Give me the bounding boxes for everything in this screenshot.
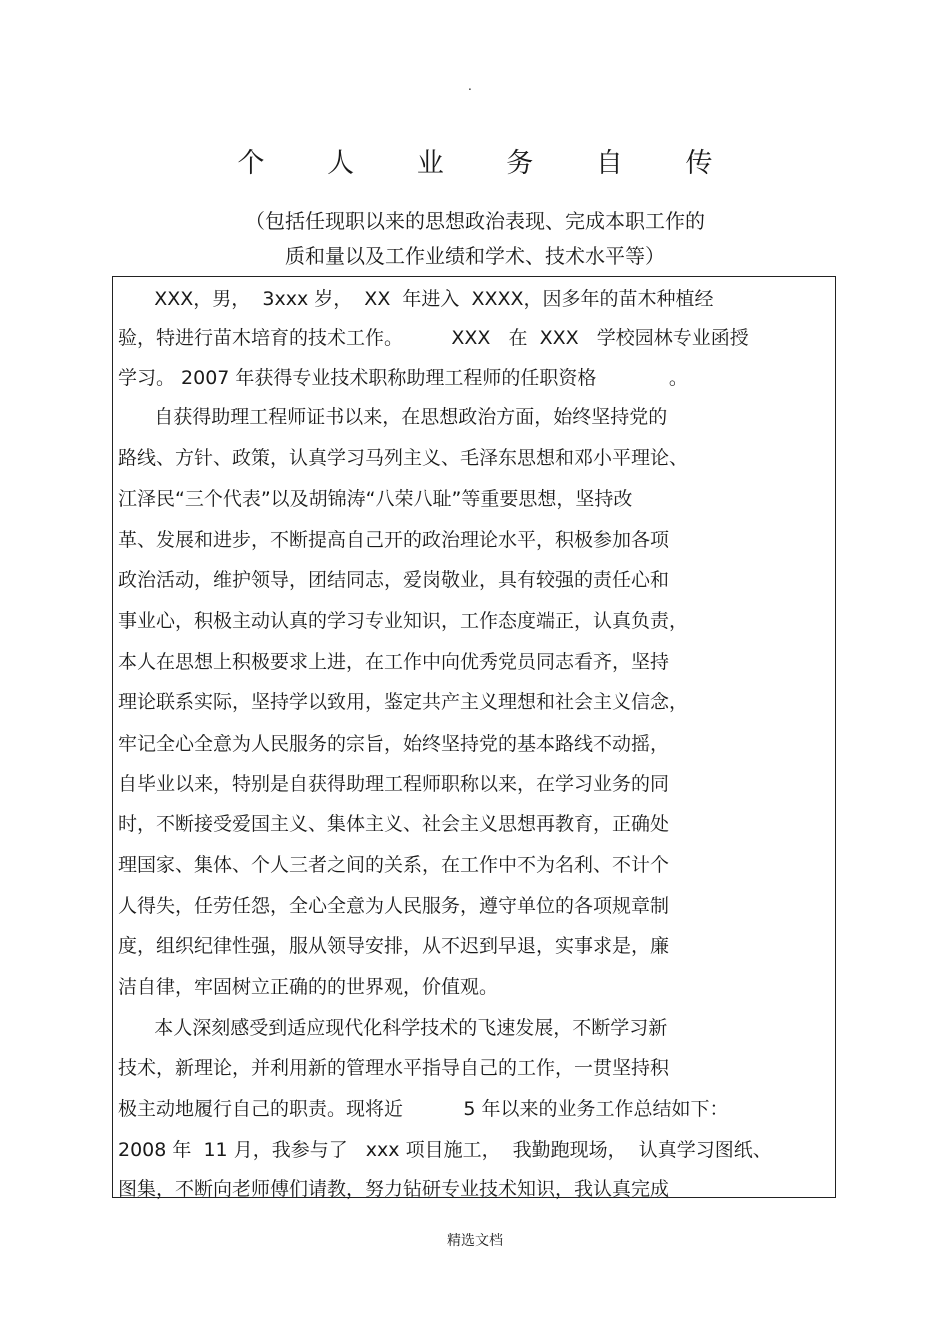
body-line: 自获得助理工程师证书以来，在思想政治方面，始终坚持党的 (118, 406, 668, 428)
document-title: 个 人 业 务 自 传 (237, 148, 740, 179)
body-line: 时，不断接受爱国主义、集体主义、社会主义思想再教育，正确处 (118, 813, 670, 835)
body-line: 度，组织纪律性强，服从领导安排，从不迟到早退，实事求是，廉 (118, 935, 670, 957)
body-line: 江泽民“三个代表”以及胡锦涛“八荣八耻”等重要思想，坚持改 (118, 488, 633, 510)
body-line: XXX，男， 3xxx 岁， XX 年进入 XXXX，因多年的苗木种植经 (118, 288, 714, 310)
body-line: 图集，不断向老师傅们请教，努力钻研专业技术知识，我认真完成 (118, 1178, 670, 1200)
body-line: 洁自律，牢固树立正确的的世界观，价值观。 (118, 976, 499, 998)
body-line: 牢记全心全意为人民服务的宗旨，始终坚持党的基本路线不动摇， (118, 733, 670, 755)
body-line: 验，特进行苗木培育的技术工作。 XXX 在 XXX 学校园林专业函授 (118, 327, 749, 349)
body-line: 人得失，任劳任怨，全心全意为人民服务，遵守单位的各项规章制 (118, 895, 670, 917)
body-line: 理国家、集体、个人三者之间的关系，在工作中不为名利、不计个 (118, 854, 670, 876)
body-line: 技术，新理论，并利用新的管理水平指导自己的工作，一贯坚持积 (118, 1057, 670, 1079)
body-line: 2008 年 11 月，我参与了 xxx 项目施工， 我勤跑现场， 认真学习图纸、 (118, 1139, 772, 1161)
body-line: 政治活动，维护领导，团结同志，爱岗敬业，具有较强的责任心和 (118, 569, 670, 591)
body-line: 本人在思想上积极要求上进，在工作中向优秀党员同志看齐，坚持 (118, 651, 670, 673)
body-line: 本人深刻感受到适应现代化科学技术的飞速发展，不断学习新 (118, 1017, 668, 1039)
body-line: 事业心，积极主动认真的学习专业知识，工作态度端正，认真负责， (118, 610, 689, 632)
body-line: 学习。 2007 年获得专业技术职称助理工程师的任职资格 。 (118, 367, 688, 389)
body-line: 极主动地履行自己的职责。现将近 5 年以来的业务工作总结如下： (118, 1098, 729, 1120)
body-line: 理论联系实际，坚持学以致用，鉴定共产主义理想和社会主义信念， (118, 691, 689, 713)
page-footer: 精选文档 (447, 1233, 503, 1249)
body-line: 革、发展和进步，不断提高自己开的政治理论水平，积极参加各项 (118, 529, 670, 551)
subtitle-line-1: （包括任现职以来的思想政治表现、完成本职工作的 (245, 209, 705, 233)
body-line: 路线、方针、政策，认真学习马列主义、毛泽东思想和邓小平理论、 (118, 447, 689, 469)
subtitle-line-2: 质和量以及工作业绩和学术、技术水平等） (285, 244, 665, 268)
header-dot: . (468, 79, 472, 93)
body-line: 自毕业以来，特别是自获得助理工程师职称以来，在学习业务的同 (118, 773, 670, 795)
